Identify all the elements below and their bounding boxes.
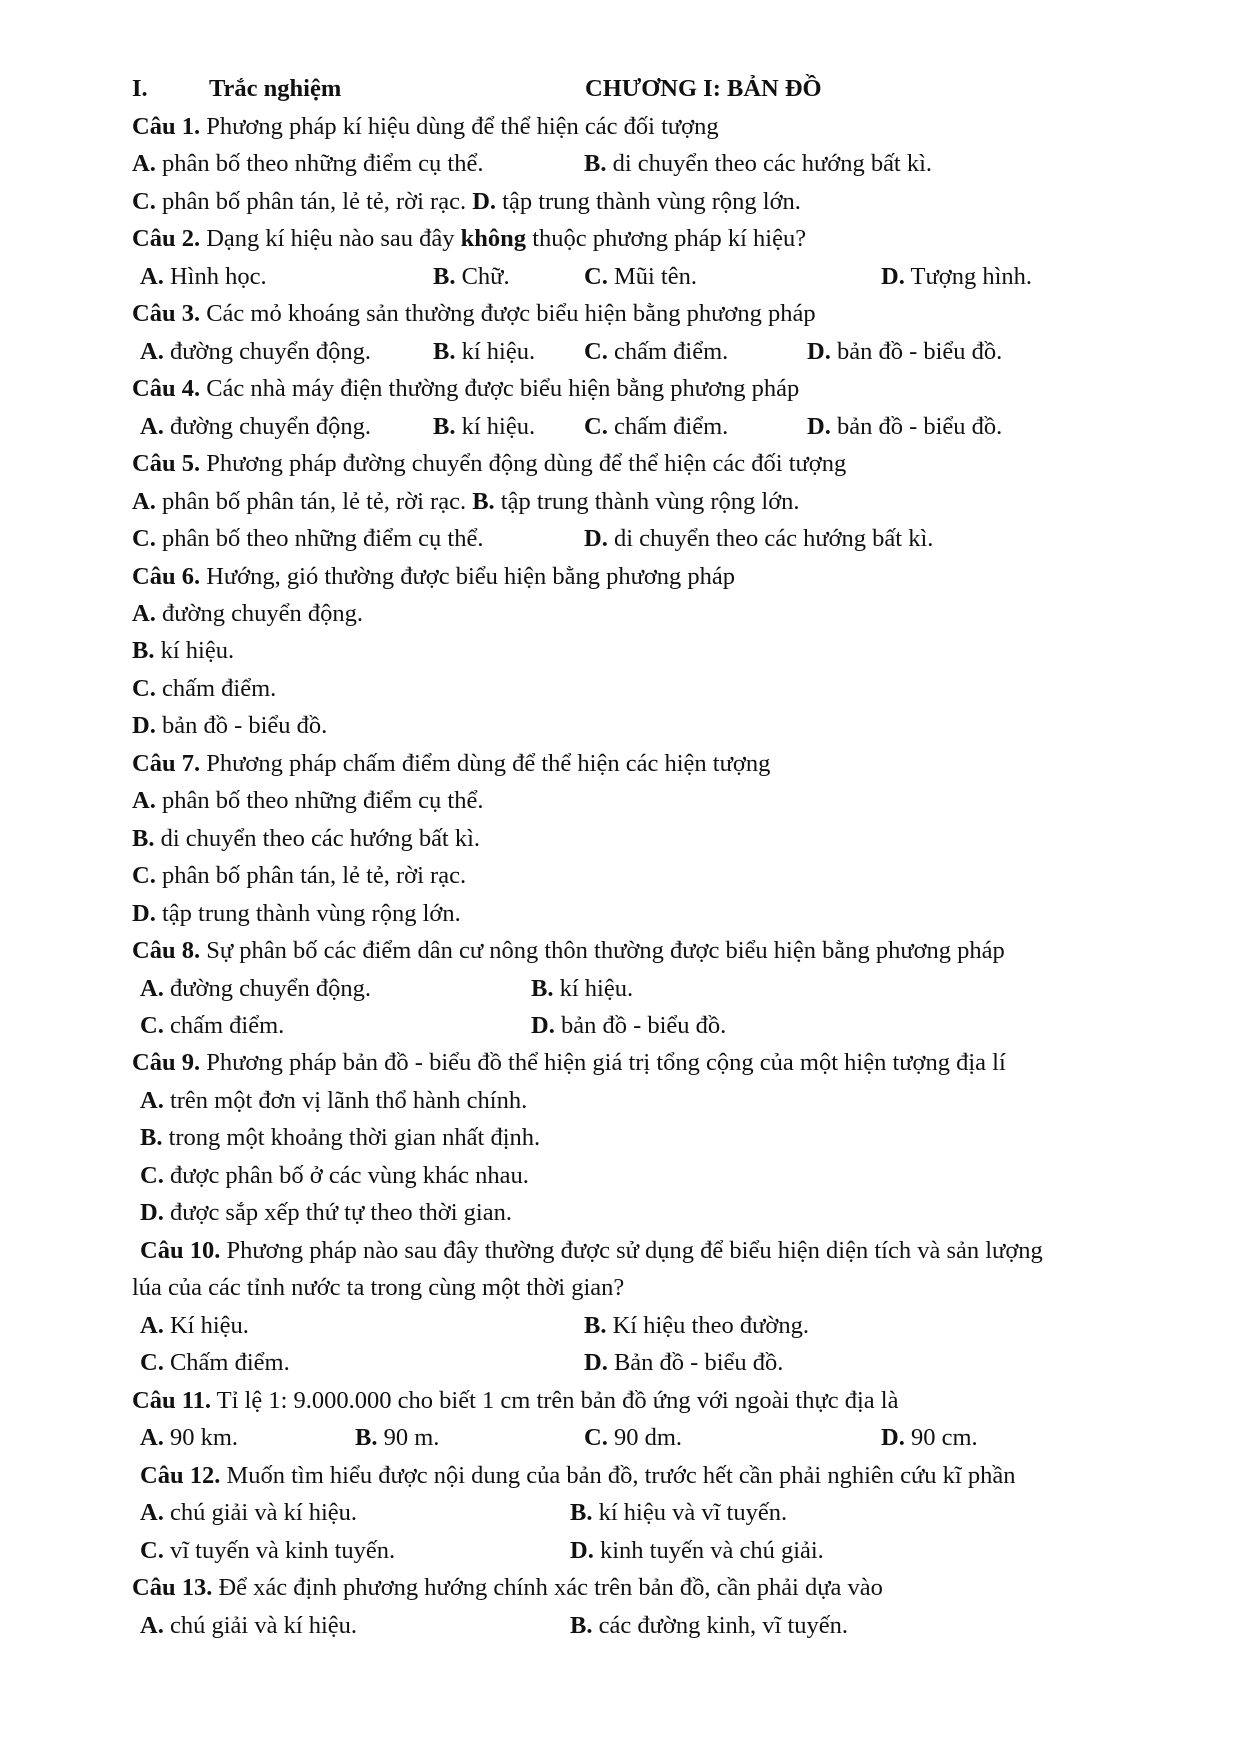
option-6c: [132, 674, 276, 704]
option-text: 90 km.: [163, 1424, 239, 1451]
option-text: đường chuyển động.: [163, 413, 372, 440]
option-text: Mũi tên.: [607, 263, 697, 290]
option-text: Hướng, gió thường được biểu hiện bằng phương pháp: [200, 563, 736, 590]
option-letter: A.: [132, 150, 156, 177]
option-letter: D.: [531, 1012, 555, 1039]
option-12b: [570, 1498, 787, 1528]
option-letter: Câu 11.: [132, 1387, 211, 1414]
question-7-stem: [132, 749, 770, 779]
option-letter: Câu 9.: [132, 1049, 201, 1076]
option-text: chú giải và kí hiệu.: [163, 1499, 358, 1526]
option-text: Muốn tìm hiểu được nội dung của bản đồ, trước hết cần phải nghiên cứu kĩ phần: [220, 1462, 1016, 1489]
option-letter: D.: [132, 900, 156, 927]
option-1b: [584, 149, 932, 179]
option-4a: [140, 412, 371, 442]
option-11c: [584, 1423, 682, 1453]
option-text: kí hiệu.: [455, 413, 536, 440]
question-3-stem: [132, 299, 816, 329]
option-8c: [140, 1011, 284, 1041]
option-text: Kí hiệu.: [163, 1312, 249, 1339]
option-text: Sự phân bố các điểm dân cư nông thôn thường được biểu hiện bằng phương pháp: [200, 937, 1005, 964]
option-text: Phương pháp bản đồ - biểu đồ thể hiện giá trị tổng cộng của một hiện tượng địa lí: [200, 1049, 1006, 1076]
option-letter: B.: [531, 975, 554, 1002]
option-13a: [140, 1611, 357, 1641]
question-10-stem-cont: lúa của các tỉnh nước ta trong cùng một thời gian?: [132, 1274, 625, 1301]
option-text: bản đồ - biểu đồ.: [554, 1012, 727, 1039]
option-letter: C.: [132, 675, 156, 702]
option-text: tập trung thành vùng rộng lớn.: [494, 488, 800, 515]
option-letter: D.: [807, 338, 831, 365]
option-letter: C.: [584, 413, 608, 440]
option-letter: A.: [140, 263, 164, 290]
option-text: phân bố theo những điểm cụ thể.: [155, 525, 484, 552]
option-letter: Câu 7.: [132, 750, 201, 777]
option-letter: B.: [433, 338, 456, 365]
question-2-stem: [132, 224, 806, 254]
option-text: Phương pháp đường chuyển động dùng để thể hiện các đối tượng: [200, 450, 847, 477]
option-letter: A.: [132, 488, 156, 515]
option-letter: A.: [140, 413, 164, 440]
option-letter: A.: [132, 787, 156, 814]
option-letter: C.: [140, 1162, 164, 1189]
option-letter: A.: [132, 600, 156, 627]
question-9-stem: [132, 1048, 1006, 1078]
option-letter: C.: [132, 188, 156, 215]
option-text: chú giải và kí hiệu.: [163, 1612, 358, 1639]
option-text: Để xác định phương hướng chính xác trên bản đồ, cần phải dựa vào: [212, 1574, 883, 1601]
option-text: kí hiệu.: [154, 637, 235, 664]
option-text: Kí hiệu theo đường.: [606, 1312, 809, 1339]
question-4-stem: [132, 374, 799, 404]
option-6a: [132, 599, 363, 629]
option-text: vĩ tuyến và kinh tuyến.: [163, 1537, 396, 1564]
option-10d: [584, 1348, 783, 1378]
option-letter: A.: [140, 975, 164, 1002]
option-8d: [531, 1011, 726, 1041]
section-number: I.: [132, 75, 148, 102]
option-text: chấm điểm.: [155, 675, 277, 702]
option-text: kí hiệu.: [455, 338, 536, 365]
option-text: 90 dm.: [607, 1424, 683, 1451]
option-text: 90 m.: [377, 1424, 440, 1451]
option-text: Chữ.: [455, 263, 510, 290]
option-letter: B.: [433, 263, 456, 290]
option-letter: B.: [132, 637, 155, 664]
option-text: được sắp xếp thứ tự theo thời gian.: [163, 1199, 512, 1226]
option-letter: Câu 3.: [132, 300, 201, 327]
option-text: kinh tuyến và chú giải.: [593, 1537, 824, 1564]
option-12a: [140, 1498, 357, 1528]
option-letter: Câu 10.: [140, 1237, 221, 1264]
option-letter: B.: [584, 1312, 607, 1339]
option-7c: [132, 861, 466, 891]
option-5ab: [132, 487, 800, 517]
option-text: phân bố theo những điểm cụ thể.: [155, 150, 484, 177]
option-5c: [132, 524, 483, 554]
option-letter: C.: [140, 1537, 164, 1564]
option-text: tập trung thành vùng rộng lớn.: [496, 188, 801, 215]
option-text: trong một khoảng thời gian nhất định.: [162, 1124, 541, 1151]
option-letter: D.: [140, 1199, 164, 1226]
option-text: Tượng hình.: [904, 263, 1033, 290]
option-3c: [584, 337, 728, 367]
option-4c: [584, 412, 728, 442]
option-8a: [140, 974, 371, 1004]
question-13-stem: [132, 1573, 883, 1603]
option-text: 90 cm.: [904, 1424, 978, 1451]
option-letter: D.: [881, 263, 905, 290]
question-label: Câu 1.: [132, 113, 201, 140]
question-8-stem: [132, 936, 1005, 966]
option-letter: Câu 4.: [132, 375, 201, 402]
option-11b: [355, 1423, 439, 1453]
option-text: di chuyển theo các hướng bất kì.: [606, 150, 933, 177]
option-text: bản đồ - biểu đồ.: [155, 712, 328, 739]
option-text: chấm điểm.: [607, 338, 729, 365]
option-text: di chuyển theo các hướng bất kì.: [154, 825, 481, 852]
option-letter: C.: [132, 862, 156, 889]
option-text: đường chuyển động.: [163, 338, 372, 365]
option-letter: D.: [472, 188, 497, 215]
option-letter: A.: [140, 1612, 164, 1639]
option-text: thuộc phương pháp kí hiệu?: [526, 225, 807, 252]
option-text: kí hiệu.: [553, 975, 634, 1002]
option-13b: [570, 1611, 848, 1641]
option-letter: D.: [584, 1349, 608, 1376]
question-1-stem: [132, 112, 719, 142]
option-3b: [433, 337, 535, 367]
option-9d: [140, 1198, 512, 1228]
option-letter: D.: [570, 1537, 594, 1564]
option-text: phân bố phân tán, lẻ tẻ, rời rạc.: [155, 488, 467, 515]
option-text: bản đồ - biểu đồ.: [830, 338, 1003, 365]
section-title: Trắc nghiệm: [209, 75, 342, 102]
option-12c: [140, 1536, 395, 1566]
option-letter: B.: [132, 825, 155, 852]
option-letter: B.: [355, 1424, 378, 1451]
option-letter: Câu 6.: [132, 563, 201, 590]
option-letter: A.: [140, 1312, 164, 1339]
option-6b: [132, 636, 234, 666]
option-letter: C.: [584, 263, 608, 290]
option-2b: [433, 262, 510, 292]
option-letter: C.: [140, 1349, 164, 1376]
option-letter: B.: [433, 413, 456, 440]
option-text: bản đồ - biểu đồ.: [830, 413, 1003, 440]
option-3d: [807, 337, 1002, 367]
question-6-stem: [132, 562, 735, 592]
option-letter: D.: [584, 525, 608, 552]
option-text: Chấm điểm.: [163, 1349, 290, 1376]
option-letter: B.: [472, 488, 495, 515]
option-text: Các nhà máy điện thường được biểu hiện bằng phương pháp: [200, 375, 800, 402]
option-letter: D.: [132, 712, 156, 739]
option-letter: B.: [140, 1124, 163, 1151]
option-letter: Câu 8.: [132, 937, 201, 964]
option-text: tập trung thành vùng rộng lớn.: [155, 900, 461, 927]
option-letter: B.: [570, 1612, 593, 1639]
option-text: Phương pháp nào sau đây thường được sử dụng để biểu hiện diện tích và sản lượng: [220, 1237, 1043, 1264]
option-6d: [132, 711, 327, 741]
option-5d: [584, 524, 933, 554]
option-text: phân bố phân tán, lẻ tẻ, rời rạc.: [155, 188, 467, 215]
option-letter: A.: [140, 338, 164, 365]
option-9a: [140, 1086, 527, 1116]
option-letter: C.: [584, 338, 608, 365]
option-text: Phương pháp chấm điểm dùng để thể hiện các hiện tượng: [200, 750, 771, 777]
option-4d: [807, 412, 1002, 442]
option-2a: [140, 262, 267, 292]
option-letter: B.: [570, 1499, 593, 1526]
option-1c: [132, 187, 801, 217]
option-10b: [584, 1311, 809, 1341]
chapter-title: CHƯƠNG I: BẢN ĐỒ: [585, 75, 822, 102]
option-letter: C.: [140, 1012, 164, 1039]
option-letter: A.: [140, 1087, 164, 1114]
option-text: các đường kinh, vĩ tuyến.: [592, 1612, 848, 1639]
option-text: Tỉ lệ 1: 9.000.000 cho biết 1 cm trên bản đồ ứng với ngoài thực địa là: [210, 1387, 899, 1414]
option-text: Hình học.: [163, 263, 267, 290]
option-7d: [132, 899, 461, 929]
option-3a: [140, 337, 371, 367]
option-letter: Câu 5.: [132, 450, 201, 477]
option-1a: [132, 149, 483, 179]
option-12d: [570, 1536, 824, 1566]
option-10c: [140, 1348, 290, 1378]
option-11d: [881, 1423, 978, 1453]
option-9b: [140, 1123, 540, 1153]
option-2d: [881, 262, 1032, 292]
option-text: kí hiệu và vĩ tuyến.: [592, 1499, 788, 1526]
option-text: trên một đơn vị lãnh thổ hành chính.: [163, 1087, 528, 1114]
option-text: được phân bố ở các vùng khác nhau.: [163, 1162, 529, 1189]
option-text: Dạng kí hiệu nào sau đây: [200, 225, 461, 252]
question-text: Phương pháp kí hiệu dùng để thể hiện các đối tượng: [200, 113, 719, 140]
option-letter: A.: [140, 1424, 164, 1451]
option-text: chấm điểm.: [607, 413, 729, 440]
option-2c: [584, 262, 697, 292]
option-letter: Câu 2.: [132, 225, 201, 252]
option-letter: Câu 12.: [140, 1462, 221, 1489]
question-10-stem: [140, 1236, 1043, 1266]
option-letter: C.: [584, 1424, 608, 1451]
option-text: phân bố phân tán, lẻ tẻ, rời rạc.: [155, 862, 467, 889]
option-letter: D.: [881, 1424, 905, 1451]
option-letter: không: [460, 225, 527, 252]
option-text: đường chuyển động.: [155, 600, 364, 627]
question-12-stem: [140, 1461, 1015, 1491]
option-letter: C.: [132, 525, 156, 552]
option-text: đường chuyển động.: [163, 975, 372, 1002]
option-letter: Câu 13.: [132, 1574, 213, 1601]
option-7a: [132, 786, 483, 816]
option-11a: [140, 1423, 238, 1453]
option-letter: D.: [807, 413, 831, 440]
option-4b: [433, 412, 535, 442]
option-text: Các mỏ khoáng sản thường được biểu hiện bằng phương pháp: [200, 300, 816, 327]
option-text: di chuyển theo các hướng bất kì.: [607, 525, 934, 552]
option-text: chấm điểm.: [163, 1012, 285, 1039]
option-letter: A.: [140, 1499, 164, 1526]
question-11-stem: [132, 1386, 898, 1416]
question-5-stem: [132, 449, 846, 479]
option-text: Bản đồ - biểu đồ.: [607, 1349, 784, 1376]
option-letter: B.: [584, 150, 607, 177]
option-text: phân bố theo những điểm cụ thể.: [155, 787, 484, 814]
option-8b: [531, 974, 633, 1004]
option-7b: [132, 824, 480, 854]
option-10a: [140, 1311, 249, 1341]
option-9c: [140, 1161, 529, 1191]
